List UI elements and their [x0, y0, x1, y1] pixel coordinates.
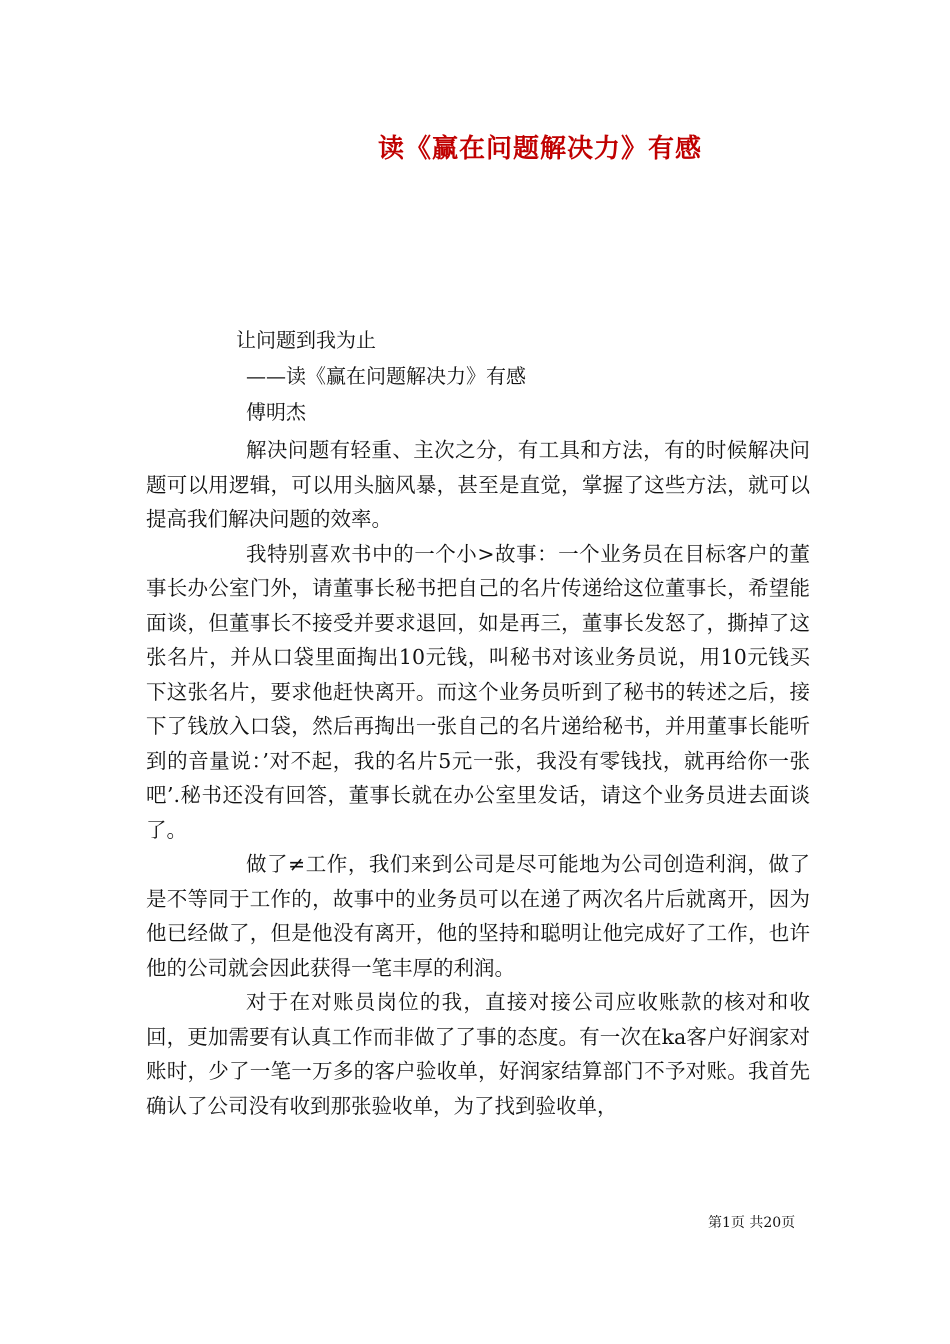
document-title: 读《赢在问题解决力》有感: [377, 134, 702, 164]
paragraph: 对于在对账员岗位的我，直接对接公司应收账款的核对和收回，更加需要有认真工作而非做了了事的态度。有一次在ka客户好润家对账时，少了一笔一万多的客户验收单，好润家结算部门不予对账。我首先确认了公司没有收到那张验收单，为了找到验收单，: [146, 990, 810, 1118]
paragraph: 我特别喜欢书中的一个小>故事：一个业务员在目标客户的董事长办公室门外，请董事长秘书把自己的名片传递给这位董事长，希望能面谈，但董事长不接受并要求退回，如是再三，董事长发怒了，撕掉了这张名片，并从口袋里面掏出10元钱，叫秘书对该业务员说，用10元钱买下这张名片，要求他赶快离开。而这个业务员听到了秘书的转述之后，接下了钱放入口袋，然后再掏出一张自己的名片递给秘书，并用董事长能听到的音量说：’对不起，我的名片5元一张，我没有零钱找，就再给你一张吧’.秘书还没有回答，董事长就在办公室里发话，请这个业务员进去面谈了。: [146, 541, 810, 842]
page-number: 第1页 共20页: [708, 1215, 796, 1231]
headline: 让问题到我为止: [236, 328, 376, 352]
author-name: 傅明杰: [246, 400, 306, 424]
subtitle: ——读《赢在问题解决力》有感: [246, 364, 526, 388]
paragraph: 解决问题有轻重、主次之分，有工具和方法，有的时候解决问题可以用逻辑，可以用头脑风暴，甚至是直觉，掌握了这些方法，就可以提高我们解决问题的效率。: [146, 438, 810, 531]
article-body: [146, 433, 810, 1123]
paragraph: 做了≠工作，我们来到公司是尽可能地为公司创造利润，做了是不等同于工作的，故事中的业务员可以在递了两次名片后就离开，因为他已经做了，但是他没有离开，他的坚持和聪明让他完成好了工作，也许他的公司就会因此获得一笔丰厚的利润。: [146, 852, 810, 980]
